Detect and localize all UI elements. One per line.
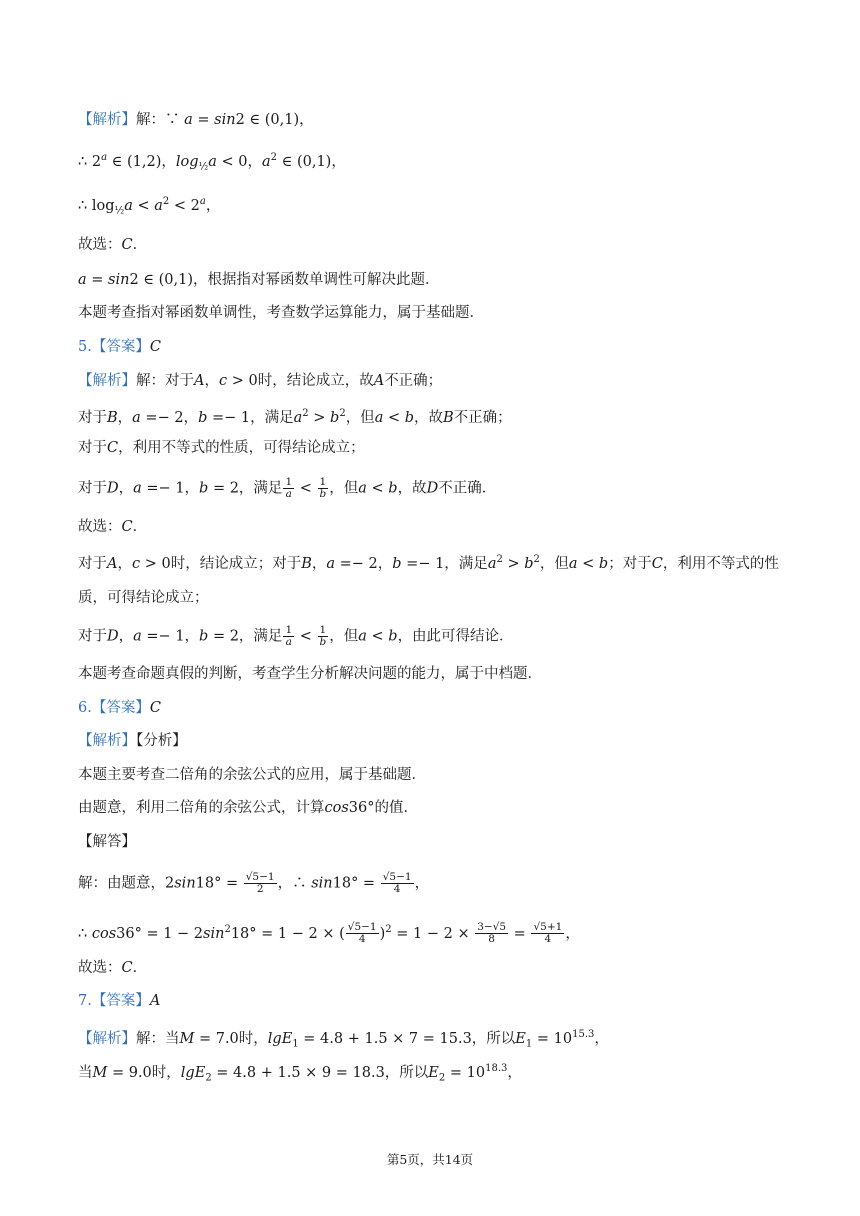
text-line: 对于C，利用不等式的性质，可得结论成立；: [78, 440, 365, 456]
text-line: 故选：C．: [78, 237, 148, 253]
text-line: 对于D，a =− 1，b = 2，满足 $\frac{1}{a}$ < $\frac{1}{b}$ ，但a < b，故D不正确．: [78, 476, 497, 500]
text-line: 对于D，a =− 1，b = 2，满足 $\frac{1}{a}$ < $\frac{1}{b}$ ，但a < b，由此可得结论．: [78, 624, 514, 648]
text-line: 由题意，利用二倍角的余弦公式，计算cos36°的值．: [78, 800, 418, 816]
text-line: 解：由题意，2sin18° = $\frac{√5-1}{2}$ ，∴ sin18° = $\frac{√5-1}{4}$ ，: [78, 871, 430, 895]
text-line: 【解答】: [78, 834, 136, 850]
text-line: a = sin2 ∈ (0,1)，根据指对幂函数单调性可解决此题．: [78, 272, 440, 288]
text-line: ∴ $\cos 36^\circ = 1 - 2\sin^218^\circ = 1 - 2$ × ( $\frac{√5-1}{4}$ )$^2$ = 1 − 2 × $\frac{3-√5}{8}$ = $\frac{√5+1}{4}$ ，: [78, 921, 580, 946]
text-line: 5.【答案】C: [78, 339, 161, 355]
text-line: 当M = 9.0时，lgE$_2$ = 4.8 + 1.5 × 9 = 18.3，所以$E_2 = 10^{18.3}$，: [78, 1063, 522, 1084]
page-footer: 第5页，共14页: [386, 1152, 474, 1167]
text-line: 【解析】解：对于A，c > 0时，结论成立，故A不正确；: [78, 373, 443, 389]
text-line: 本题考查指对幂函数单调性，考查数学运算能力，属于基础题．: [78, 305, 484, 321]
text-line: 本题考查命题真假的判断，考查学生分析解决问题的能力，属于中档题．: [78, 666, 542, 682]
text-line: 本题主要考查二倍角的余弦公式的应用，属于基础题．: [78, 767, 426, 783]
text-line: 故选：C．: [78, 519, 148, 535]
text-line: 【解析】解：当M = 7.0时，lgE$_1$ = 4.8 + 1.5 × 7 = 15.3，所以$E_1 = 10^{15.3}$，: [78, 1029, 609, 1050]
text-line: 【解析】解：∵ a = sin2 ∈ (0,1)，: [78, 112, 314, 128]
text-line: 6.【答案】C: [78, 700, 161, 716]
text-line: ∴ 2$^a$ ∈ (1,2)，$\log_{\frac{1}{2}}a < 0$，$a^2$ ∈ (0,1)，: [78, 152, 346, 173]
text-line: 【解析】【分析】: [78, 733, 187, 749]
text-line: 7.【答案】A: [78, 993, 161, 1009]
text-line: ∴ $\log_{\frac{1}{2}}a < a^2 < 2^a$，: [78, 196, 221, 217]
text-line: 对于B，a =− 2，b =− 1，满足$a^2 > b^2$，但a < b，故B不正确；: [78, 408, 512, 426]
text-line: 故选：C．: [78, 960, 148, 976]
text-line: 对于A，c > 0时，结论成立；对于B，a =− 2，b =− 1，满足$a^2 > b^2$，但a < b；对于C，利用不等式的性质，可得结论成立；: [78, 554, 779, 606]
